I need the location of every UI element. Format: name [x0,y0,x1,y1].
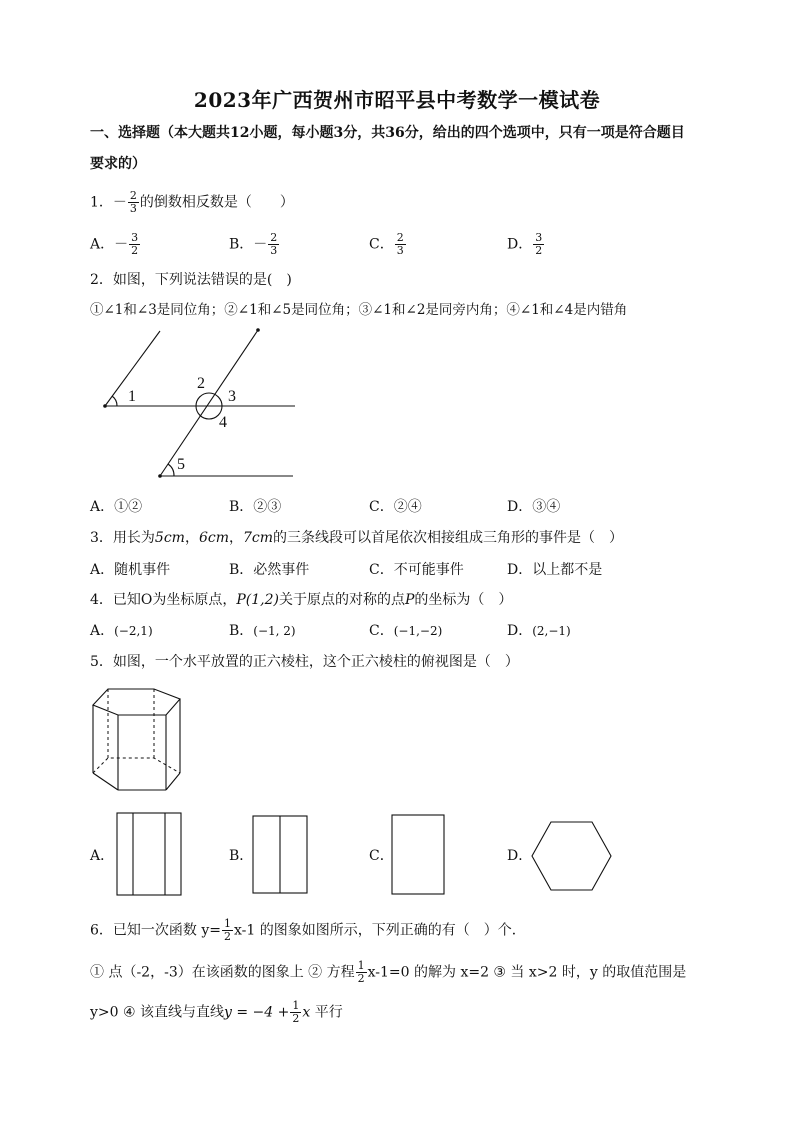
q6-denominator: 2 [224,930,231,943]
q3-text-a: 3．用长为 [90,530,155,546]
q6-statements-line1 [90,960,686,985]
hexagonal-prism-figure [88,685,188,795]
q1-option-b[interactable] [229,232,280,257]
option-label: C． [369,236,394,253]
option-value: (−1,−2) [393,624,443,638]
q4-option-d[interactable] [507,621,571,641]
q6-variable: x [302,1004,311,1021]
page-title: 2023年广西贺州市昭平县中考数学一模试卷 [193,88,601,112]
angle-label-4: 4 [219,414,227,431]
option-fraction [129,232,140,257]
q6-text-b: x-1 的图象如图所示，下列正确的有（ ）个． [234,922,526,939]
question-1 [90,190,294,215]
q1-number: 1． [90,194,113,211]
q6-text-a: 6．已知一次函数 y= [90,922,221,939]
option-denominator: 2 [535,244,543,257]
q6-denominator: 2 [292,1012,300,1025]
option-fraction [533,232,544,257]
option-numerator: 2 [270,231,278,244]
question-5: 5．如图，一个水平放置的正六棱柱，这个正六棱柱的俯视图是（ ） [90,654,519,670]
q1-numerator: 2 [129,189,137,202]
angle-label-5: 5 [177,456,185,473]
q2-option-b[interactable]: B．②③ [229,499,282,515]
q5-option-b-label[interactable]: B． [229,848,254,864]
q1-text: 的倒数相反数是（ ） [139,194,294,211]
option-denominator: 3 [396,244,404,257]
question-6 [90,918,526,943]
option-denominator: 3 [270,244,278,257]
q3-option-a[interactable]: A．随机事件 [90,562,171,578]
angle-label-1: 1 [128,388,136,405]
q3-option-c[interactable]: C．不可能事件 [369,562,464,578]
option-value: (−2,1) [114,624,153,638]
q6-numerator: 1 [357,959,365,972]
q6-equation: y = −4 + [224,1004,290,1021]
option-denominator: 2 [131,244,139,257]
q5-option-c-label[interactable]: C． [369,848,394,864]
q4-point: P(1,2) [236,592,279,608]
q3-option-b[interactable]: B．必然事件 [229,562,310,578]
q5-option-a-label[interactable]: A． [90,848,115,864]
q4-text-a: 4．已知O为坐标原点， [90,592,237,608]
q3-sep: ， [228,530,243,546]
option-value: (2,−1) [532,624,571,638]
option-fraction [268,232,279,257]
option-label: D． [507,623,533,639]
option-label: B． [229,623,254,639]
q2-option-c[interactable]: C．②④ [369,499,422,515]
angle-label-3: 3 [228,388,236,405]
q3-option-d[interactable]: D．以上都不是 [507,562,603,578]
q1-option-c[interactable] [369,232,407,257]
option-sign: － [114,236,129,253]
q2-option-a[interactable]: A．①② [90,499,143,515]
q6-statement-b: x-1=0 的解为 x=2 ③ 当 x>2 时，y 的取值范围是 [367,964,687,981]
q1-minus: － [112,194,127,211]
question-2: 2．如图，下列说法错误的是( ) [90,272,292,288]
q6-statements-line2 [90,1000,343,1025]
q4-option-c[interactable] [369,621,442,641]
q3-text-b: 的三条线段可以首尾依次相接组成三角形的事件是（ ） [273,530,624,546]
section-heading: 一、选择题（本大题共12小题，每小题3分，共36分，给出的四个选项中，只有一项是符合题目 [90,125,685,141]
section-heading-cont: 要求的） [90,156,146,172]
q3-sep: ， [184,530,199,546]
q3-length-3: 7cm [242,530,274,546]
q1-option-a[interactable] [90,232,141,257]
question-3 [90,528,623,548]
q5-option-d-label[interactable]: D． [507,848,533,864]
option-value: (−1, 2) [253,624,296,638]
q2-angle-figure [100,328,300,478]
q4-text-b: 关于原点的对称的点 [279,592,405,608]
option-label: A． [90,623,115,639]
q6-statement-c: y>0 ④ 该直线与直线 [90,1004,224,1021]
q6-fraction-3 [290,1000,301,1025]
option-numerator: 3 [535,231,543,244]
question-4 [90,590,512,610]
q5-option-b-figure[interactable] [252,815,308,895]
q6-statement-d: 平行 [310,1004,343,1021]
q6-statement-a: ① 点（-2，-3）在该函数的图象上 ② 方程 [90,964,355,981]
q3-length-2: 6cm [198,530,229,546]
q6-denominator: 2 [357,972,365,985]
q1-fraction [128,190,139,215]
angle-label-2: 2 [197,375,205,392]
option-label: C． [369,623,394,639]
q4-option-b[interactable] [229,621,296,641]
q6-fraction [222,918,233,943]
q6-numerator: 1 [224,917,231,930]
q6-numerator: 1 [292,999,300,1012]
q2-statements: ①∠1和∠3是同位角；②∠1和∠5是同位角；③∠1和∠2是同旁内角；④∠1和∠4是内错角 [90,302,628,318]
q1-denominator: 3 [129,202,137,215]
q5-option-d-hexagon[interactable] [531,821,613,893]
option-label: B． [229,236,254,253]
option-numerator: 2 [396,231,404,244]
q5-option-a-figure[interactable] [116,812,182,897]
option-sign: － [253,236,268,253]
q3-length-1: 5cm [154,530,185,546]
q4-text-c: 的坐标为（ ） [414,592,513,608]
q4-option-a[interactable] [90,621,153,641]
option-fraction [395,232,406,257]
q5-option-c-figure[interactable] [391,814,445,896]
option-numerator: 3 [131,231,139,244]
q2-option-d[interactable]: D．③④ [507,499,561,515]
q1-option-d[interactable] [507,232,545,257]
q6-fraction-2 [356,960,367,985]
q4-point-name: P [405,592,415,608]
option-label: A． [90,236,115,253]
option-label: D． [507,236,533,253]
